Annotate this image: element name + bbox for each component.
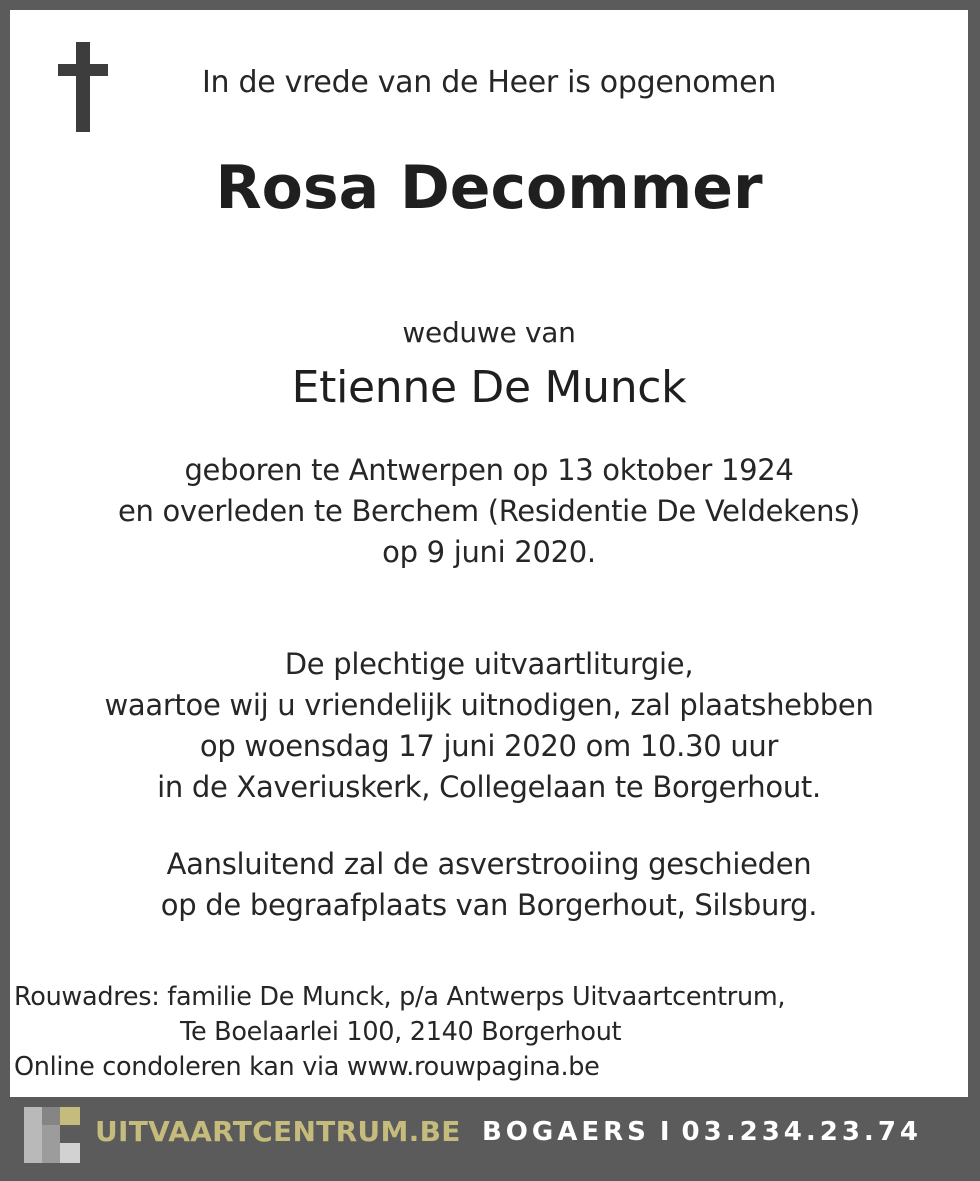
address-block (14, 980, 785, 1085)
ceremony-line: op woensdag 17 juni 2020 om 10.30 uur (199, 729, 779, 763)
scattering-line: op de begraafplaats van Borgerhout, Silsburg. (160, 888, 818, 922)
birth-death-block (10, 450, 968, 573)
ceremony-line: waartoe wij u vriendelijk uitnodigen, zal plaatshebben (104, 688, 874, 722)
phone-number: 03.234.23.74 (681, 1117, 922, 1147)
separator: I (659, 1117, 670, 1147)
ceremony-block (10, 644, 968, 808)
intro-text: In de vrede van de Heer is opgenomen (201, 65, 777, 100)
spouse-name: Etienne De Munck (291, 362, 687, 413)
deceased-name: Rosa Decommer (215, 153, 763, 223)
condolence-line: Online condoleren kan via www.rouwpagina.be (14, 1052, 600, 1082)
address-line: Rouwadres: familie De Munck, p/a Antwerps Uitvaartcentrum, (14, 982, 786, 1012)
company-name: BOGAERS (481, 1117, 650, 1147)
company-contact (482, 1117, 922, 1147)
scattering-line: Aansluitend zal de asverstrooiing geschieden (166, 847, 812, 881)
address-street-line: Te Boelaarlei 100, 2140 Borgerhout (180, 1017, 622, 1047)
brand-name: UITVAARTCENTRUM.BE (95, 1115, 461, 1148)
ceremony-line: De plechtige uitvaartliturgie, (284, 647, 694, 681)
obituary-card (10, 10, 968, 1097)
death-line: en overleden te Berchem (Residentie De Veldekens) (117, 494, 861, 528)
death-date-line: op 9 juni 2020. (382, 535, 596, 569)
birth-line: geboren te Antwerpen op 13 oktober 1924 (184, 453, 794, 487)
scattering-block (10, 844, 968, 926)
widow-of-label: weduwe van (402, 316, 576, 349)
brand-logo-icon (24, 1107, 80, 1163)
footer-bar (0, 1097, 980, 1181)
ceremony-line: in de Xaveriuskerk, Collegelaan te Borgerhout. (157, 770, 821, 804)
